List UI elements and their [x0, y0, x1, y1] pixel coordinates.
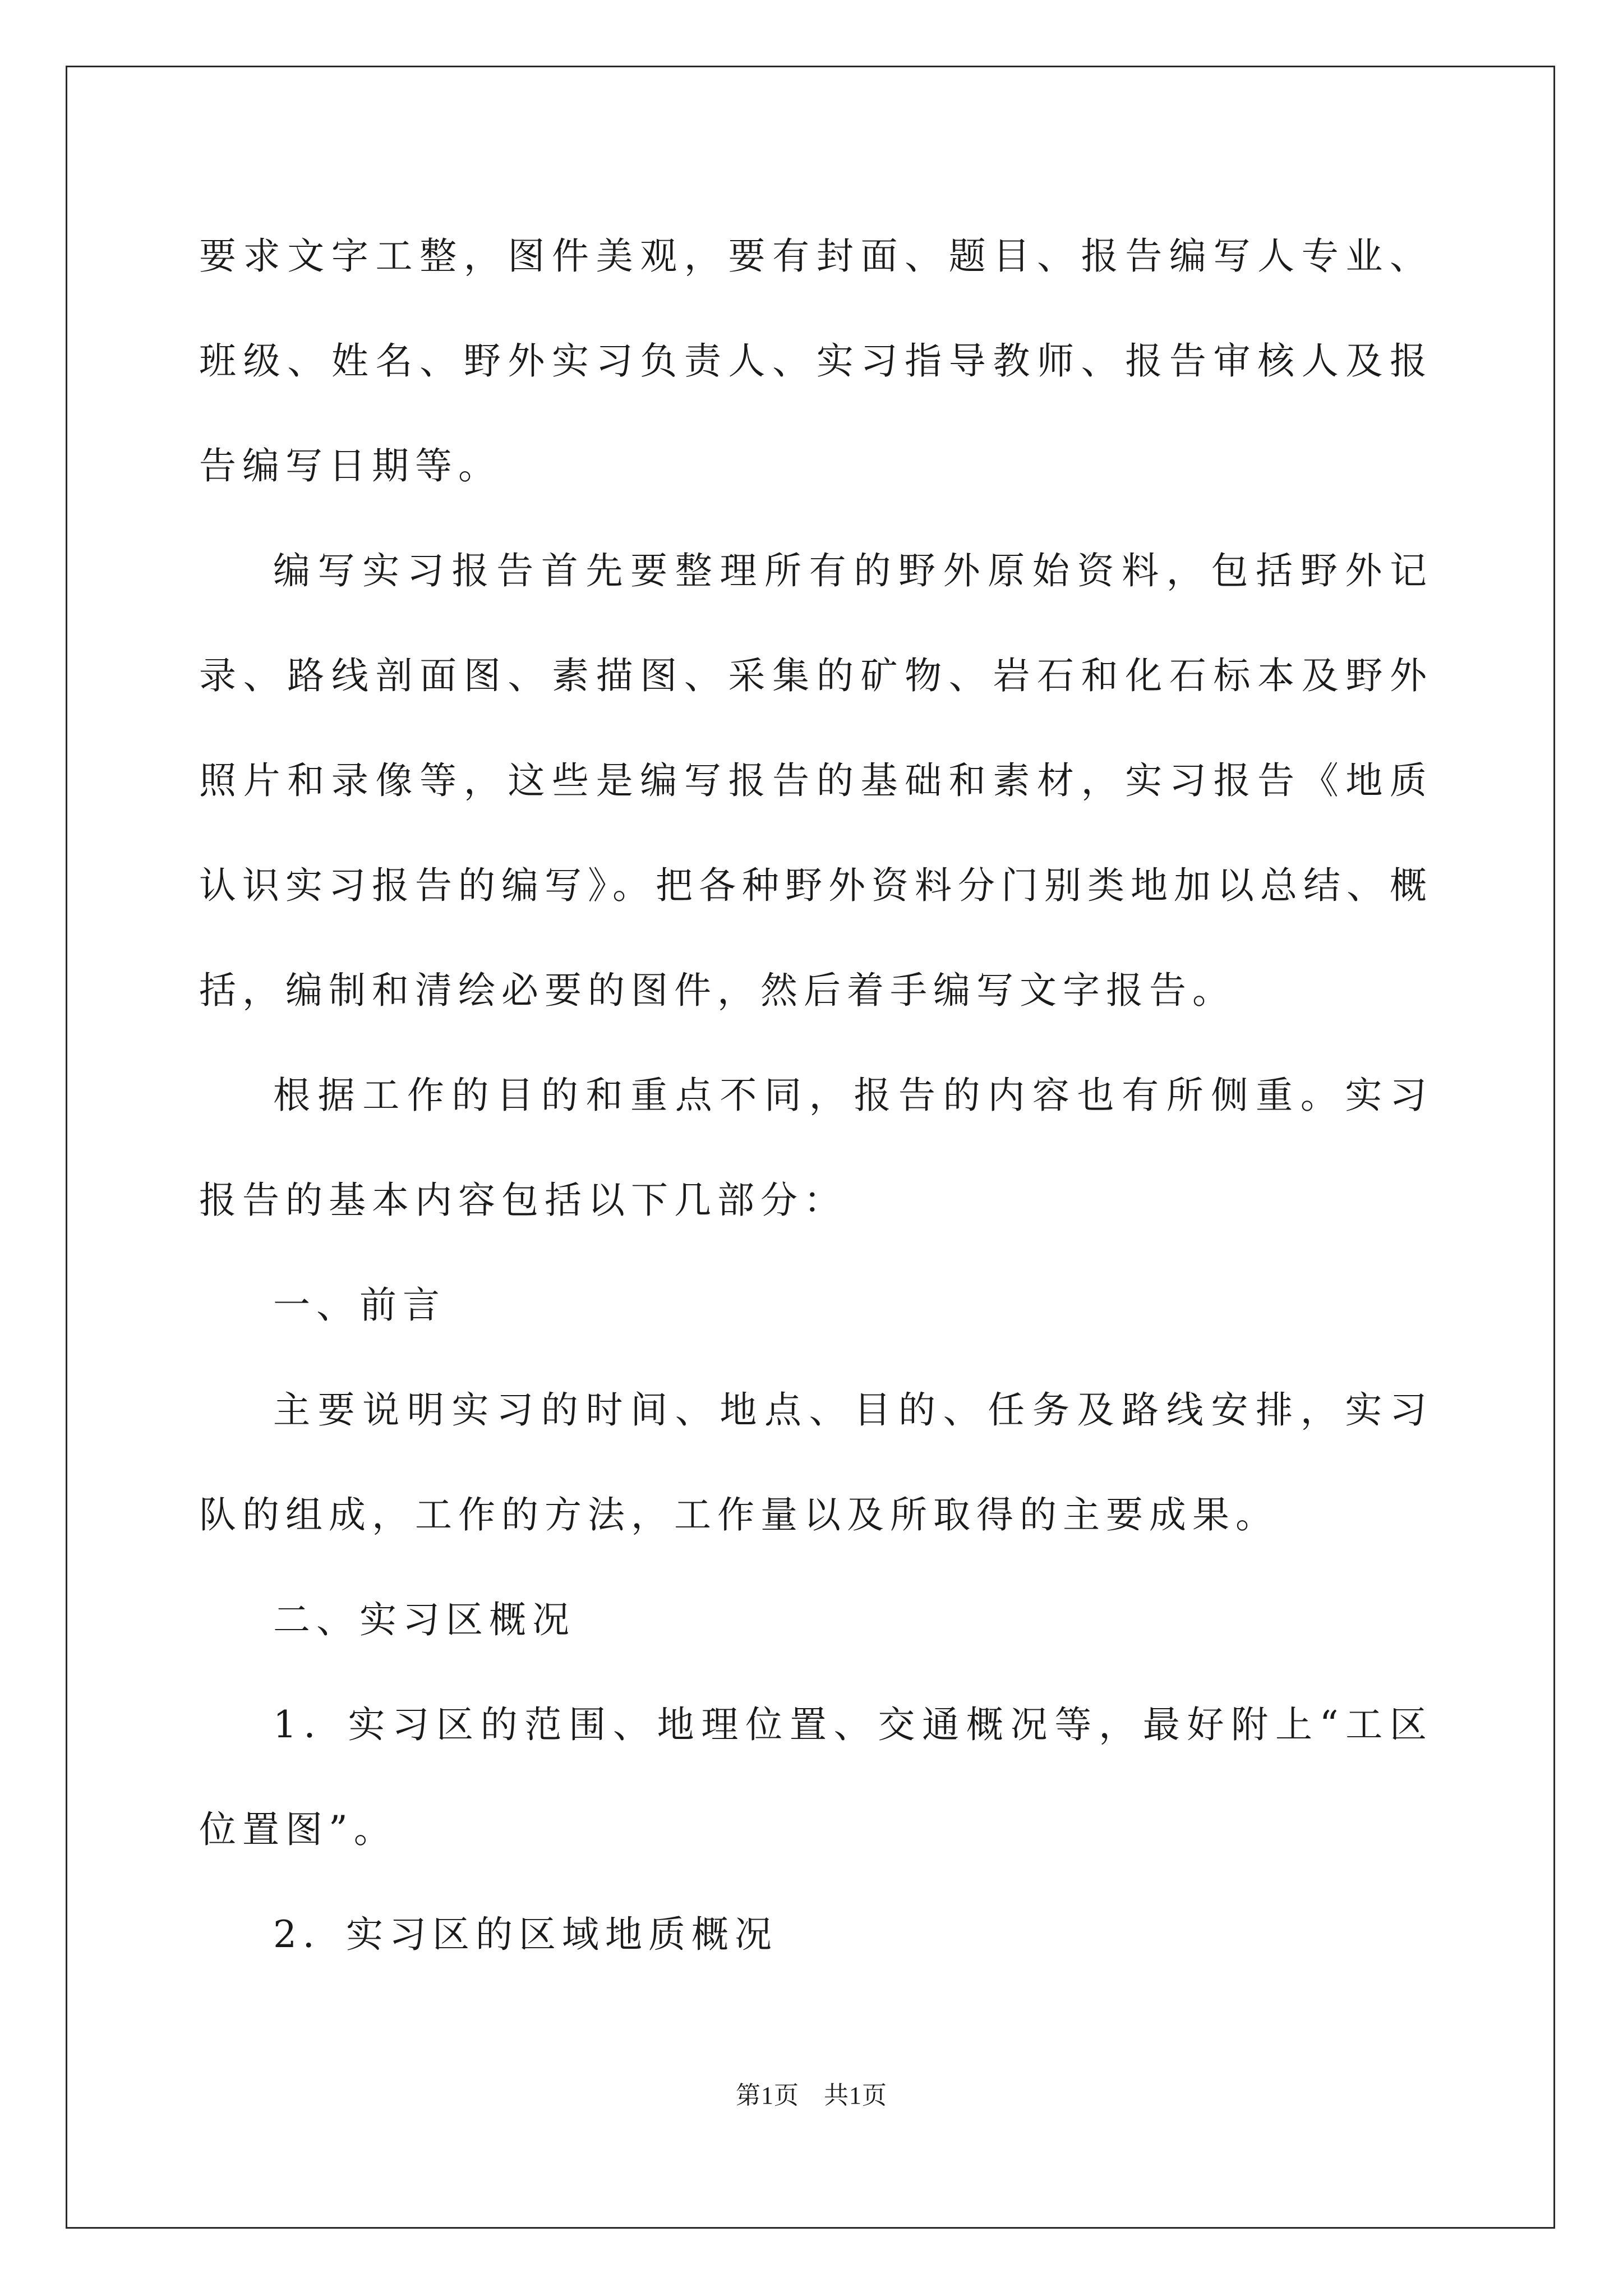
- page-total-label: 共1页: [824, 2082, 887, 2109]
- paragraph-organize-materials: 编写实习报告首先要整理所有的野外原始资料，包括野外记录、路线剖面图、素描图、采集的矿物、岩石和化石标本及野外照片和录像等，这些是编写报告的基础和素材，实习报告《地质认识实习报告的编写》。把各种野外资料分门别类地加以总结、概括，编制和清绘必要的图件，然后着手编写文字报告。: [199, 549, 1433, 1012]
- document-body: [199, 204, 1433, 1987]
- page-number-label: 第1页: [736, 2082, 799, 2109]
- list-item-area-scope: 1．实习区的范围、地理位置、交通概况等，最好附上“工区位置图”。: [199, 1703, 1433, 1851]
- paragraph-report-contents: 根据工作的目的和重点不同，报告的内容也有所侧重。实习报告的基本内容包括以下几部分：: [199, 1074, 1433, 1222]
- page-footer: [0, 2079, 1623, 2113]
- paragraph-preface-description: 主要说明实习的时间、地点、目的、任务及路线安排，实习队的组成，工作的方法，工作量以及所取得的主要成果。: [199, 1388, 1433, 1536]
- section-heading-preface: 一、前言: [273, 1283, 446, 1327]
- list-item-regional-geology: 2．实习区的区域地质概况: [273, 1913, 778, 1956]
- paragraph-requirements: 要求文字工整，图件美观，要有封面、题目、报告编写人专业、班级、姓名、野外实习负责人、实习指导教师、报告审核人及报告编写日期等。: [199, 234, 1433, 487]
- section-heading-area-overview: 二、实习区概况: [273, 1598, 575, 1641]
